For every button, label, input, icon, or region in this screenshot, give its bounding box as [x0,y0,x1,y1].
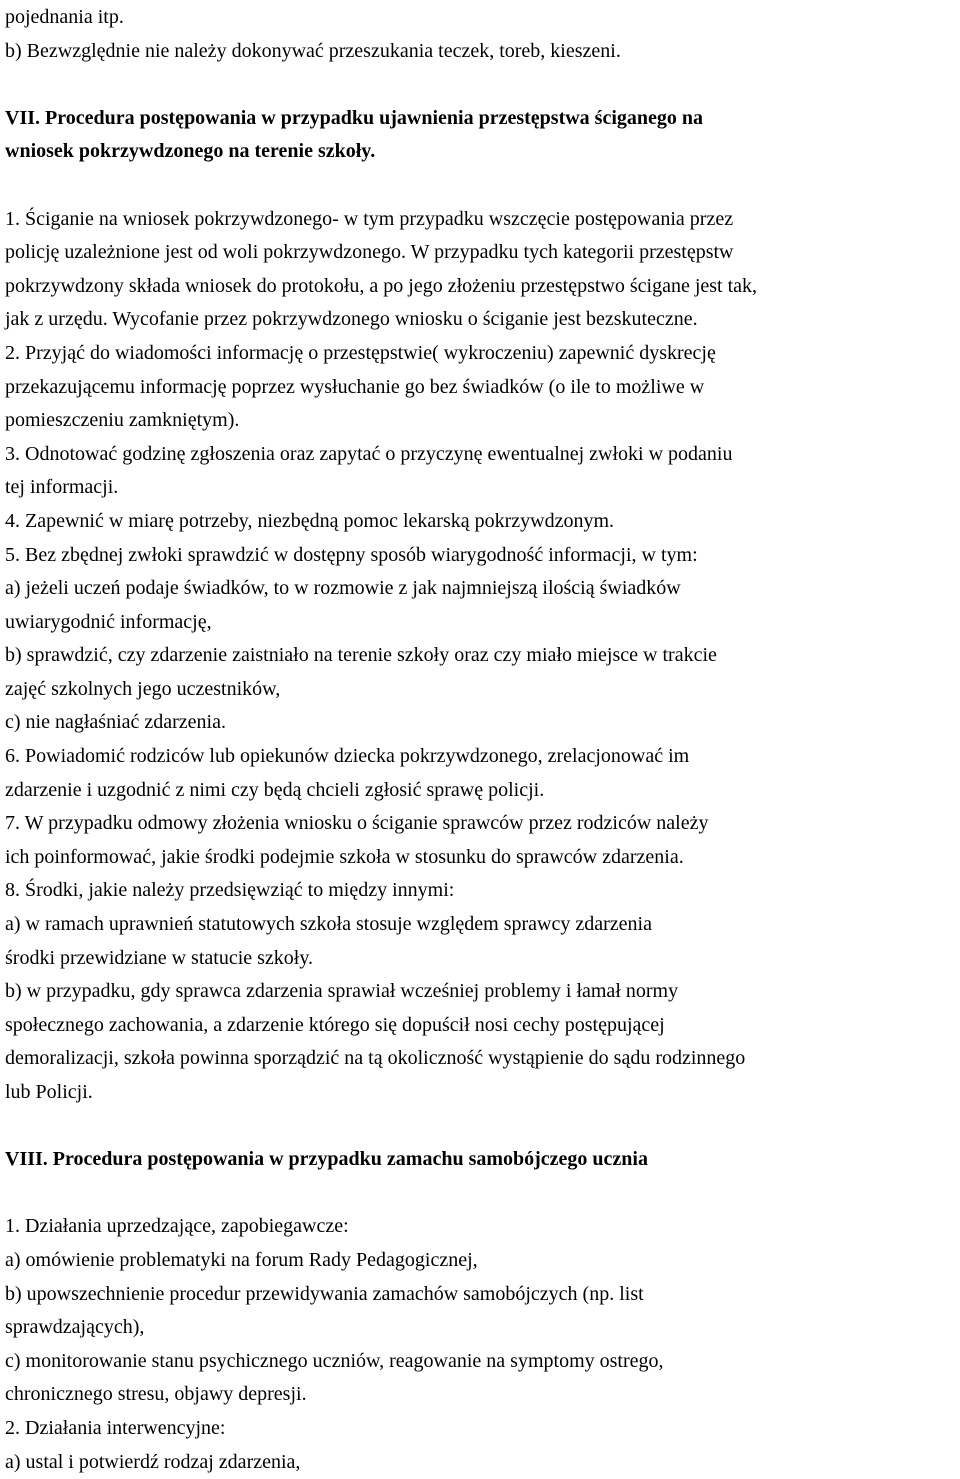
text-line: 5. Bez zbędnej zwłoki sprawdzić w dostępny sposób wiarygodność informacji, w tym: [5,543,698,566]
section-heading-vii [5,102,952,169]
text-line: zdarzenie i uzgodnić z nimi czy będą chcieli zgłosić sprawę policji. [5,778,545,801]
blank-line [5,68,952,102]
blank-line [5,1177,952,1211]
document-page [0,1,960,1474]
text-line: zajęć szkolnych jego uczestników, [5,677,281,700]
text-line: 2. Działania interwencyjne: [5,1416,226,1439]
text-line: lub Policji. [5,1081,93,1103]
text-line: b) sprawdzić, czy zdarzenie zaistniało na terenie szkoły oraz czy miało miejsce w trakcie [5,644,717,667]
text-line: ich poinformować, jakie środki podejmie szkoła w stosunku do sprawców zdarzenia. [5,845,684,868]
text-line: uwiarygodnić informację, [5,610,212,633]
text-line: sprawdzających), [5,1316,145,1339]
blank-line [5,169,952,203]
text-line: 2. Przyjąć do wiadomości informację o przestępstwie( wykroczeniu) zapewnić dyskrecję [5,341,716,364]
text-line: a) jeżeli uczeń podaje świadków, to w rozmowie z jak najmniejszą ilością świadków [5,577,681,600]
text-line: przekazującemu informację poprzez wysłuchanie go bez świadków (o ile to możliwe w [5,375,705,398]
text-line: chronicznego stresu, objawy depresji. [5,1383,307,1406]
text-line: 3. Odnotować godzinę zgłoszenia oraz zapytać o przyczynę ewentualnej zwłoki w podaniu [5,442,733,465]
text-line: c) nie nagłaśniać zdarzenia. [5,711,226,734]
text-line: społecznego zachowania, a zdarzenie którego się dopuścił nosi cechy postępującej [5,1013,665,1036]
text-line: tej informacji. [5,476,119,499]
text-line: c) monitorowanie stanu psychicznego uczniów, reagowanie na symptomy ostrego, [5,1349,664,1372]
text-line: pojednania itp. [5,6,124,28]
heading-line: VIII. Procedura postępowania w przypadku zamachu samobójczego ucznia [5,1148,648,1171]
section-heading-viii [5,1143,952,1177]
text-line: 1. Działania uprzedzające, zapobiegawcze: [5,1215,349,1238]
text-line: pomieszczeniu zamkniętym). [5,409,240,432]
text-line: jak z urzędu. Wycofanie przez pokrzywdzonego wniosku o ściganie jest bezskuteczne. [5,308,698,331]
text-line: środki przewidziane w statucie szkoły. [5,946,314,969]
heading-line: wniosek pokrzywdzonego na terenie szkoły. [5,140,376,163]
text-line: 6. Powiadomić rodziców lub opiekunów dziecka pokrzywdzonego, zrelacjonować im [5,745,690,768]
section-body-vii [5,203,952,1110]
section-body-viii [5,1210,952,1479]
text-line: 1. Ściganie na wniosek pokrzywdzonego- w tym przypadku wszczęcie postępowania przez [5,207,734,230]
text-line: b) w przypadku, gdy sprawca zdarzenia sprawiał wcześniej problemy i łamał normy [5,980,679,1003]
text-line: a) w ramach uprawnień statutowych szkoła stosuje względem sprawcy zdarzenia [5,913,652,936]
text-block-previous [5,1,952,68]
text-line: 4. Zapewnić w miarę potrzeby, niezbędną pomoc lekarską pokrzywdzonym. [5,509,615,532]
text-line: a) omówienie problematyki na forum Rady Pedagogicznej, [5,1248,478,1271]
blank-line [5,1110,952,1144]
text-line: b) upowszechnienie procedur przewidywania zamachów samobójczych (np. list [5,1282,644,1305]
text-line: a) ustal i potwierdź rodzaj zdarzenia, [5,1450,301,1473]
text-line: 7. W przypadku odmowy złożenia wniosku o ściganie sprawców przez rodziców należy [5,812,709,835]
text-line: policję uzależnione jest od woli pokrzywdzonego. W przypadku tych kategorii przestępstw [5,241,734,264]
heading-line: VII. Procedura postępowania w przypadku ujawnienia przestępstwa ściganego na [5,106,704,129]
text-line: b) Bezwzględnie nie należy dokonywać przeszukania teczek, toreb, kieszeni. [5,39,621,62]
text-line: demoralizacji, szkoła powinna sporządzić na tą okoliczność wystąpienie do sądu rodzinnego [5,1047,746,1070]
text-line: pokrzywdzony składa wniosek do protokołu, a po jego złożeniu przestępstwo ścigane jest tak, [5,274,758,297]
text-line: 8. Środki, jakie należy przedsięwziąć to między innymi: [5,879,455,902]
